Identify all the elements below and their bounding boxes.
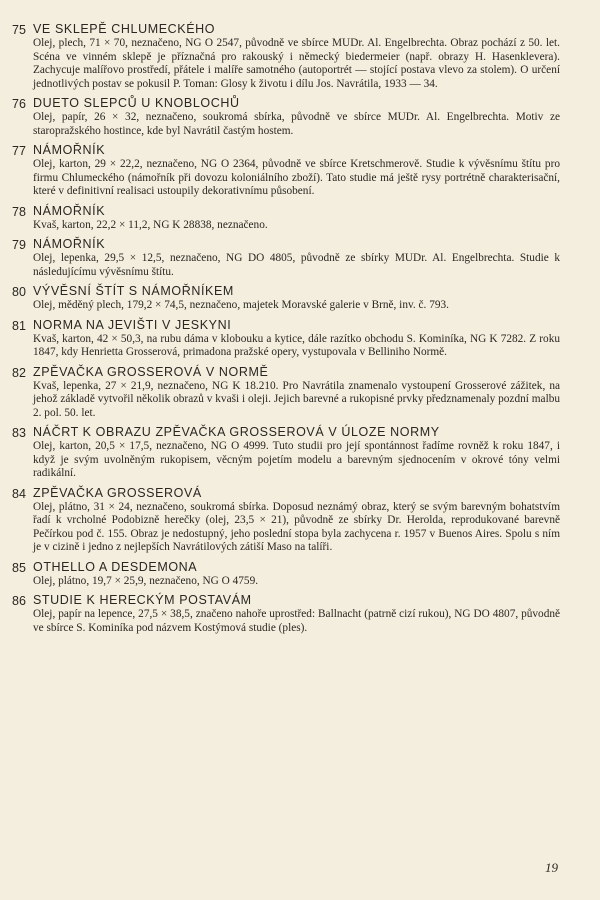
catalog-entry <box>12 284 560 313</box>
entry-title: NORMA NA JEVIŠTI V JESKYNI <box>33 317 232 332</box>
entry-number: 80 <box>12 285 26 299</box>
entries-list <box>12 22 560 635</box>
entry-description: Olej, lepenka, 29,5 × 12,5, neznačeno, NG DO 4805, původně ze sbírky MUDr. Al. Engelbrechta. Studie k následujícímu vývěsnímu štítu. <box>33 252 560 278</box>
catalog-entry <box>12 143 560 199</box>
entry-title: VE SKLEPĚ CHLUMECKÉHO <box>33 22 216 36</box>
entry-description: Olej, plech, 71 × 70, neznačeno, NG O 2547, původně ve sbírce MUDr. Al. Engelbrechta. Obraz pochází z 50. let. Scéna ve vinném sklepě je příznačná pro rakouský i německý biedermeier (např. obrazy H. Hasenklevera). Zachycuje malířovo prostředí, přátele i malíře samotného (autoportrét — stojící postava vlevo za stolem). O určení jednotlivých postav se pokusil P. Toman: Glosy k životu i dílu Jos. Navrátila, 1933 — 34. <box>33 37 560 90</box>
entry-description: Olej, měděný plech, 179,2 × 74,5, neznačeno, majetek Moravské galerie v Brně, inv. č. 793. <box>33 299 449 311</box>
entry-content <box>32 143 560 199</box>
entry-number: 79 <box>12 238 26 252</box>
catalog-entry <box>12 318 560 360</box>
catalog-entry <box>12 560 560 589</box>
entry-description: Olej, plátno, 19,7 × 25,9, neznačeno, NG O 4759. <box>33 574 259 587</box>
catalog-entry <box>12 486 560 555</box>
entry-description: Olej, karton, 20,5 × 17,5, neznačeno, NG O 4999. Tuto studii pro její spontánnost řadíme rovněž k roku 1847, i když je svým uvolněným rukopisem, věcným pojetím modelu a barevným sjednocením v okrové tóny velmi radikální. <box>33 440 560 479</box>
entry-number: 85 <box>12 560 26 575</box>
entry-title: ZPĚVAČKA GROSSEROVÁ V NORMĚ <box>33 364 269 379</box>
entry-description: Kvaš, lepenka, 27 × 21,9, neznačeno, NG K 18.210. Pro Navrátila znamenalo vystoupení Grosserové zážitek, na jehož základě vytvořil několik obrazů v kvaši i oleji. Jejich barevné a rukopisné prvky předznamenaly pozdní malbu 2. pol. 50. let. <box>33 379 560 419</box>
catalog-entry <box>12 22 560 91</box>
entry-content <box>32 365 560 421</box>
entry-content <box>32 425 560 481</box>
catalog-entry <box>12 425 560 481</box>
entry-content <box>32 204 560 233</box>
entry-title: NÁČRT K OBRAZU ZPĚVAČKA GROSSEROVÁ V ÚLOZE NORMY <box>33 425 440 439</box>
entry-content <box>32 96 560 138</box>
entry-number: 86 <box>12 594 26 608</box>
catalog-entry <box>12 365 560 421</box>
entry-content <box>32 486 560 555</box>
entry-content <box>32 284 560 313</box>
entry-number: 77 <box>12 144 26 158</box>
entry-title: ZPĚVAČKA GROSSEROVÁ <box>33 485 202 500</box>
entry-content <box>32 593 560 635</box>
catalog-entry <box>12 96 560 138</box>
entry-content <box>32 318 560 360</box>
entry-title: STUDIE K HERECKÝM POSTAVÁM <box>33 593 252 607</box>
entry-title: NÁMOŘNÍK <box>33 203 106 218</box>
entry-description: Kvaš, karton, 22,2 × 11,2, NG K 28838, neznačeno. <box>33 218 268 231</box>
entry-content <box>32 237 560 279</box>
entry-description: Olej, karton, 29 × 22,2, neznačeno, NG O 2364, původně ve sbírce Kretschmerově. Studie k vývěsnímu štítu pro firmu Chlumeckého (námořník při dovozu koloniálního zboží). Tato studie má ještě rysy portrétně charakterisační, které v definitivní realisaci ustoupily dekorativnímu působení. <box>33 158 560 197</box>
entry-number: 75 <box>12 23 26 37</box>
page-number: 19 <box>545 860 558 875</box>
entry-title: DUETO SLEPCŮ U KNOBLOCHŮ <box>33 96 240 110</box>
entry-number: 83 <box>12 426 26 440</box>
entry-description: Olej, papír, 26 × 32, neznačeno, soukromá sbírka, původně ve sbírce MUDr. Al. Engelbrechta. Motiv ze staropražského hostince, kde byl Navrátil častým hostem. <box>33 111 560 137</box>
entry-title: OTHELLO A DESDEMONA <box>33 559 198 574</box>
entry-description: Olej, papír na lepence, 27,5 × 38,5, značeno nahoře uprostřed: Ballnacht (patrně cizí rukou), NG DO 4807, původně ve sbírce S. Kominíka pod názvem Kostýmová studie (ples). <box>33 608 560 634</box>
entry-number: 76 <box>12 97 26 111</box>
entry-description: Kvaš, karton, 42 × 50,3, na rubu dáma v klobouku a kytice, dále razítko obchodu S. Kominíka, NG K 7282. Z roku 1847, kdy Henrietta Grosserová, primadona pražské opery, vystupovala v Belliniho Normě. <box>33 332 560 358</box>
catalog-entry <box>12 593 560 635</box>
entry-description: Olej, plátno, 31 × 24, neznačeno, soukromá sbírka. Doposud neznámý obraz, který se svým barevným bohatstvím řadí k vrcholné Podobizně herečky (olej, 23,5 × 21), původně ze sbírky Dr. Herolda, reprodukované barevně Pečírkou pod č. 155. Obraz je nedostupný, jeho poslední stopa byla zachycena r. 1957 v Buenos Aires. Spolu s ním je v cizině i jedno z nejlepších Navrátilových zátiší Maso na talíři. <box>33 500 560 553</box>
entry-content <box>32 560 560 589</box>
catalog-entry <box>12 237 560 279</box>
entry-title: NÁMOŘNÍK <box>33 143 106 157</box>
entry-title: NÁMOŘNÍK <box>33 237 106 251</box>
entry-number: 84 <box>12 486 26 501</box>
entry-number: 78 <box>12 204 26 219</box>
entry-title: VÝVĚSNÍ ŠTÍT S NÁMOŘNÍKEM <box>33 284 234 298</box>
entry-number: 81 <box>12 318 26 333</box>
catalog-entry <box>12 204 560 233</box>
entry-content <box>32 22 560 91</box>
entry-number: 82 <box>12 365 26 380</box>
